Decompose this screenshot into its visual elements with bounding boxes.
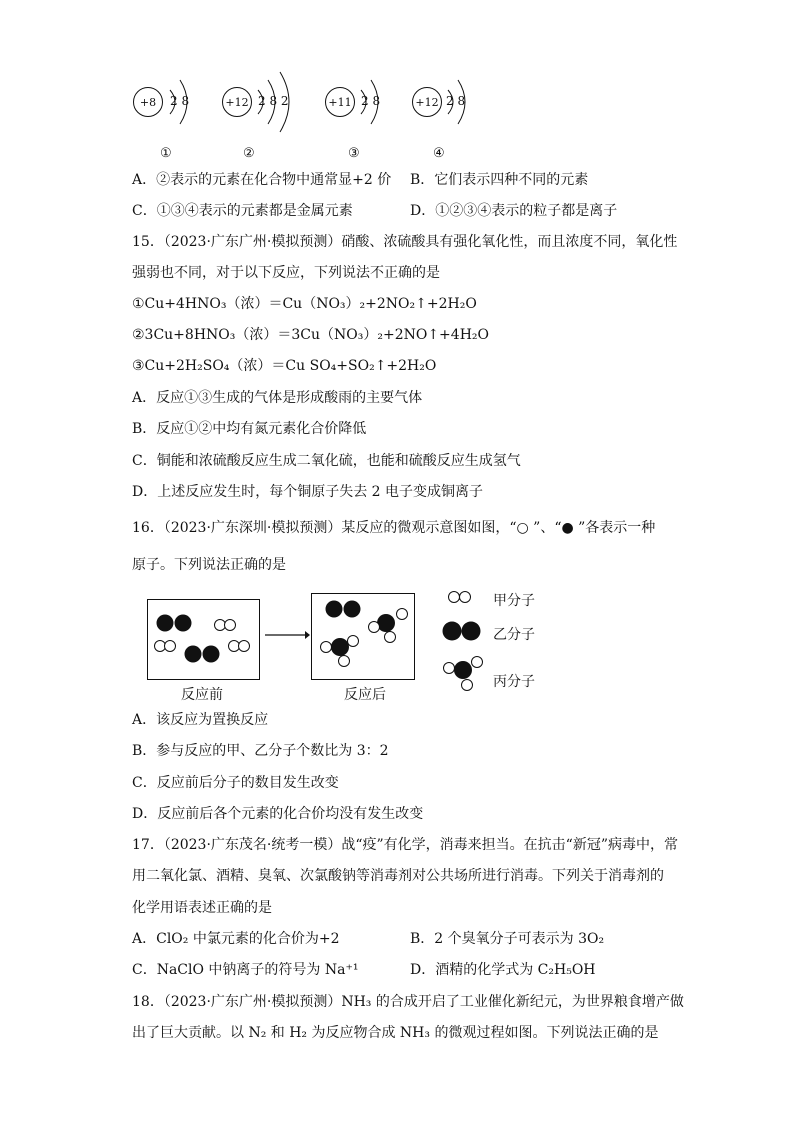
q15-equation-2: ②3Cu+8HNO₃（浓）＝3Cu（NO₃）₂+2NO↑+4H₂O (132, 327, 489, 343)
q16-stem-line2: 原子。下列说法正确的是 (132, 557, 286, 573)
legend-molecules (440, 586, 490, 696)
q17-option-b: B．2 个臭氧分子可表示为 3O₂ (410, 931, 605, 947)
q14-option-d: D．①②③④表示的粒子都是离子 (410, 203, 618, 219)
q14-option-c: C．①③④表示的元素都是金属元素 (132, 203, 353, 219)
q15-equation-3: ③Cu+2H₂SO₄（浓）＝Cu SO₄+SO₂↑+2H₂O (132, 358, 437, 374)
q17-option-d: D．酒精的化学式为 C₂H₅OH (410, 962, 596, 978)
after-reaction-caption: 反应后 (344, 687, 386, 703)
q15-stem-line2: 强弱也不同，对于以下反应，下列说法不正确的是 (132, 265, 440, 281)
q16-option-c: C．反应前后分子的数目发生改变 (132, 775, 339, 791)
shells-4: 2 8 (446, 94, 466, 108)
legend-label-jia: 甲分子 (493, 593, 535, 609)
q17-option-c: C．NaClO 中钠离子的符号为 Na⁺¹ (132, 962, 359, 978)
q14-option-a: A．②表示的元素在化合物中通常显+2 价 (132, 172, 392, 188)
atom-label-2: ② (243, 146, 255, 161)
legend-label-bing: 丙分子 (493, 674, 535, 690)
q18-stem-line1: 18．（2023·广东广州·模拟预测）NH₃ 的合成开启了工业催化新纪元，为世界粮食增产做 (132, 994, 684, 1010)
nucleus-3: +11 (325, 87, 355, 117)
q16-option-a: A．该反应为置换反应 (132, 712, 269, 728)
nucleus-2: +12 (222, 87, 252, 117)
shells-3: 2 8 (361, 94, 381, 108)
shells-2: 2 8 2 (258, 94, 289, 108)
nucleus-1: +8 (133, 87, 163, 117)
q17-stem-line2: 用二氧化氯、酒精、臭氧、次氯酸钠等消毒剂对公共场所进行消毒。下列关于消毒剂的 (132, 868, 664, 884)
q17-stem-line1: 17．（2023·广东茂名·统考一模）战“疫”有化学，消毒来担当。在抗击“新冠”病毒中，常 (132, 837, 678, 853)
nucleus-4: +12 (412, 87, 442, 117)
q14-option-b: B．它们表示四种不同的元素 (410, 172, 589, 188)
q15-option-a: A．反应①③生成的气体是形成酸雨的主要气体 (132, 390, 423, 406)
q16-option-d: D．反应前后各个元素的化合价均没有发生改变 (132, 806, 424, 822)
q16-stem-line1: 16．（2023·广东深圳·模拟预测）某反应的微观示意图如图，“○ ”、“● ”各表示一种 (132, 520, 656, 536)
atom-label-1: ① (160, 146, 172, 161)
q17-option-a: A．ClO₂ 中氯元素的化合价为+2 (132, 931, 340, 947)
q15-option-c: C．铜能和浓硫酸反应生成二氧化硫，也能和硫酸反应生成氢气 (132, 453, 521, 469)
reaction-arrow-icon (265, 630, 310, 640)
atom-label-4: ④ (433, 146, 445, 161)
after-molecules (312, 594, 414, 679)
q15-equation-1: ①Cu+4HNO₃（浓）＝Cu（NO₃）₂+2NO₂↑+2H₂O (132, 296, 477, 312)
q16-option-b: B．参与反应的甲、乙分子个数比为 3：2 (132, 743, 389, 759)
atom-label-3: ③ (348, 146, 360, 161)
q17-stem-line3: 化学用语表述正确的是 (132, 900, 272, 916)
shells-1: 2 8 (170, 94, 190, 108)
legend-label-yi: 乙分子 (493, 627, 535, 643)
before-molecules (148, 600, 259, 679)
q15-stem-line1: 15．（2023·广东广州·模拟预测）硝酸、浓硫酸具有强化氧化性，而且浓度不同，氧化性 (132, 234, 678, 250)
before-reaction-caption: 反应前 (181, 687, 223, 703)
q15-option-d: D．上述反应发生时，每个铜原子失去 2 电子变成铜离子 (132, 484, 484, 500)
q18-stem-line2: 出了巨大贡献。以 N₂ 和 H₂ 为反应物合成 NH₃ 的微观过程如图。下列说法正确的是 (132, 1025, 659, 1041)
q15-option-b: B．反应①②中均有氮元素化合价降低 (132, 421, 367, 437)
